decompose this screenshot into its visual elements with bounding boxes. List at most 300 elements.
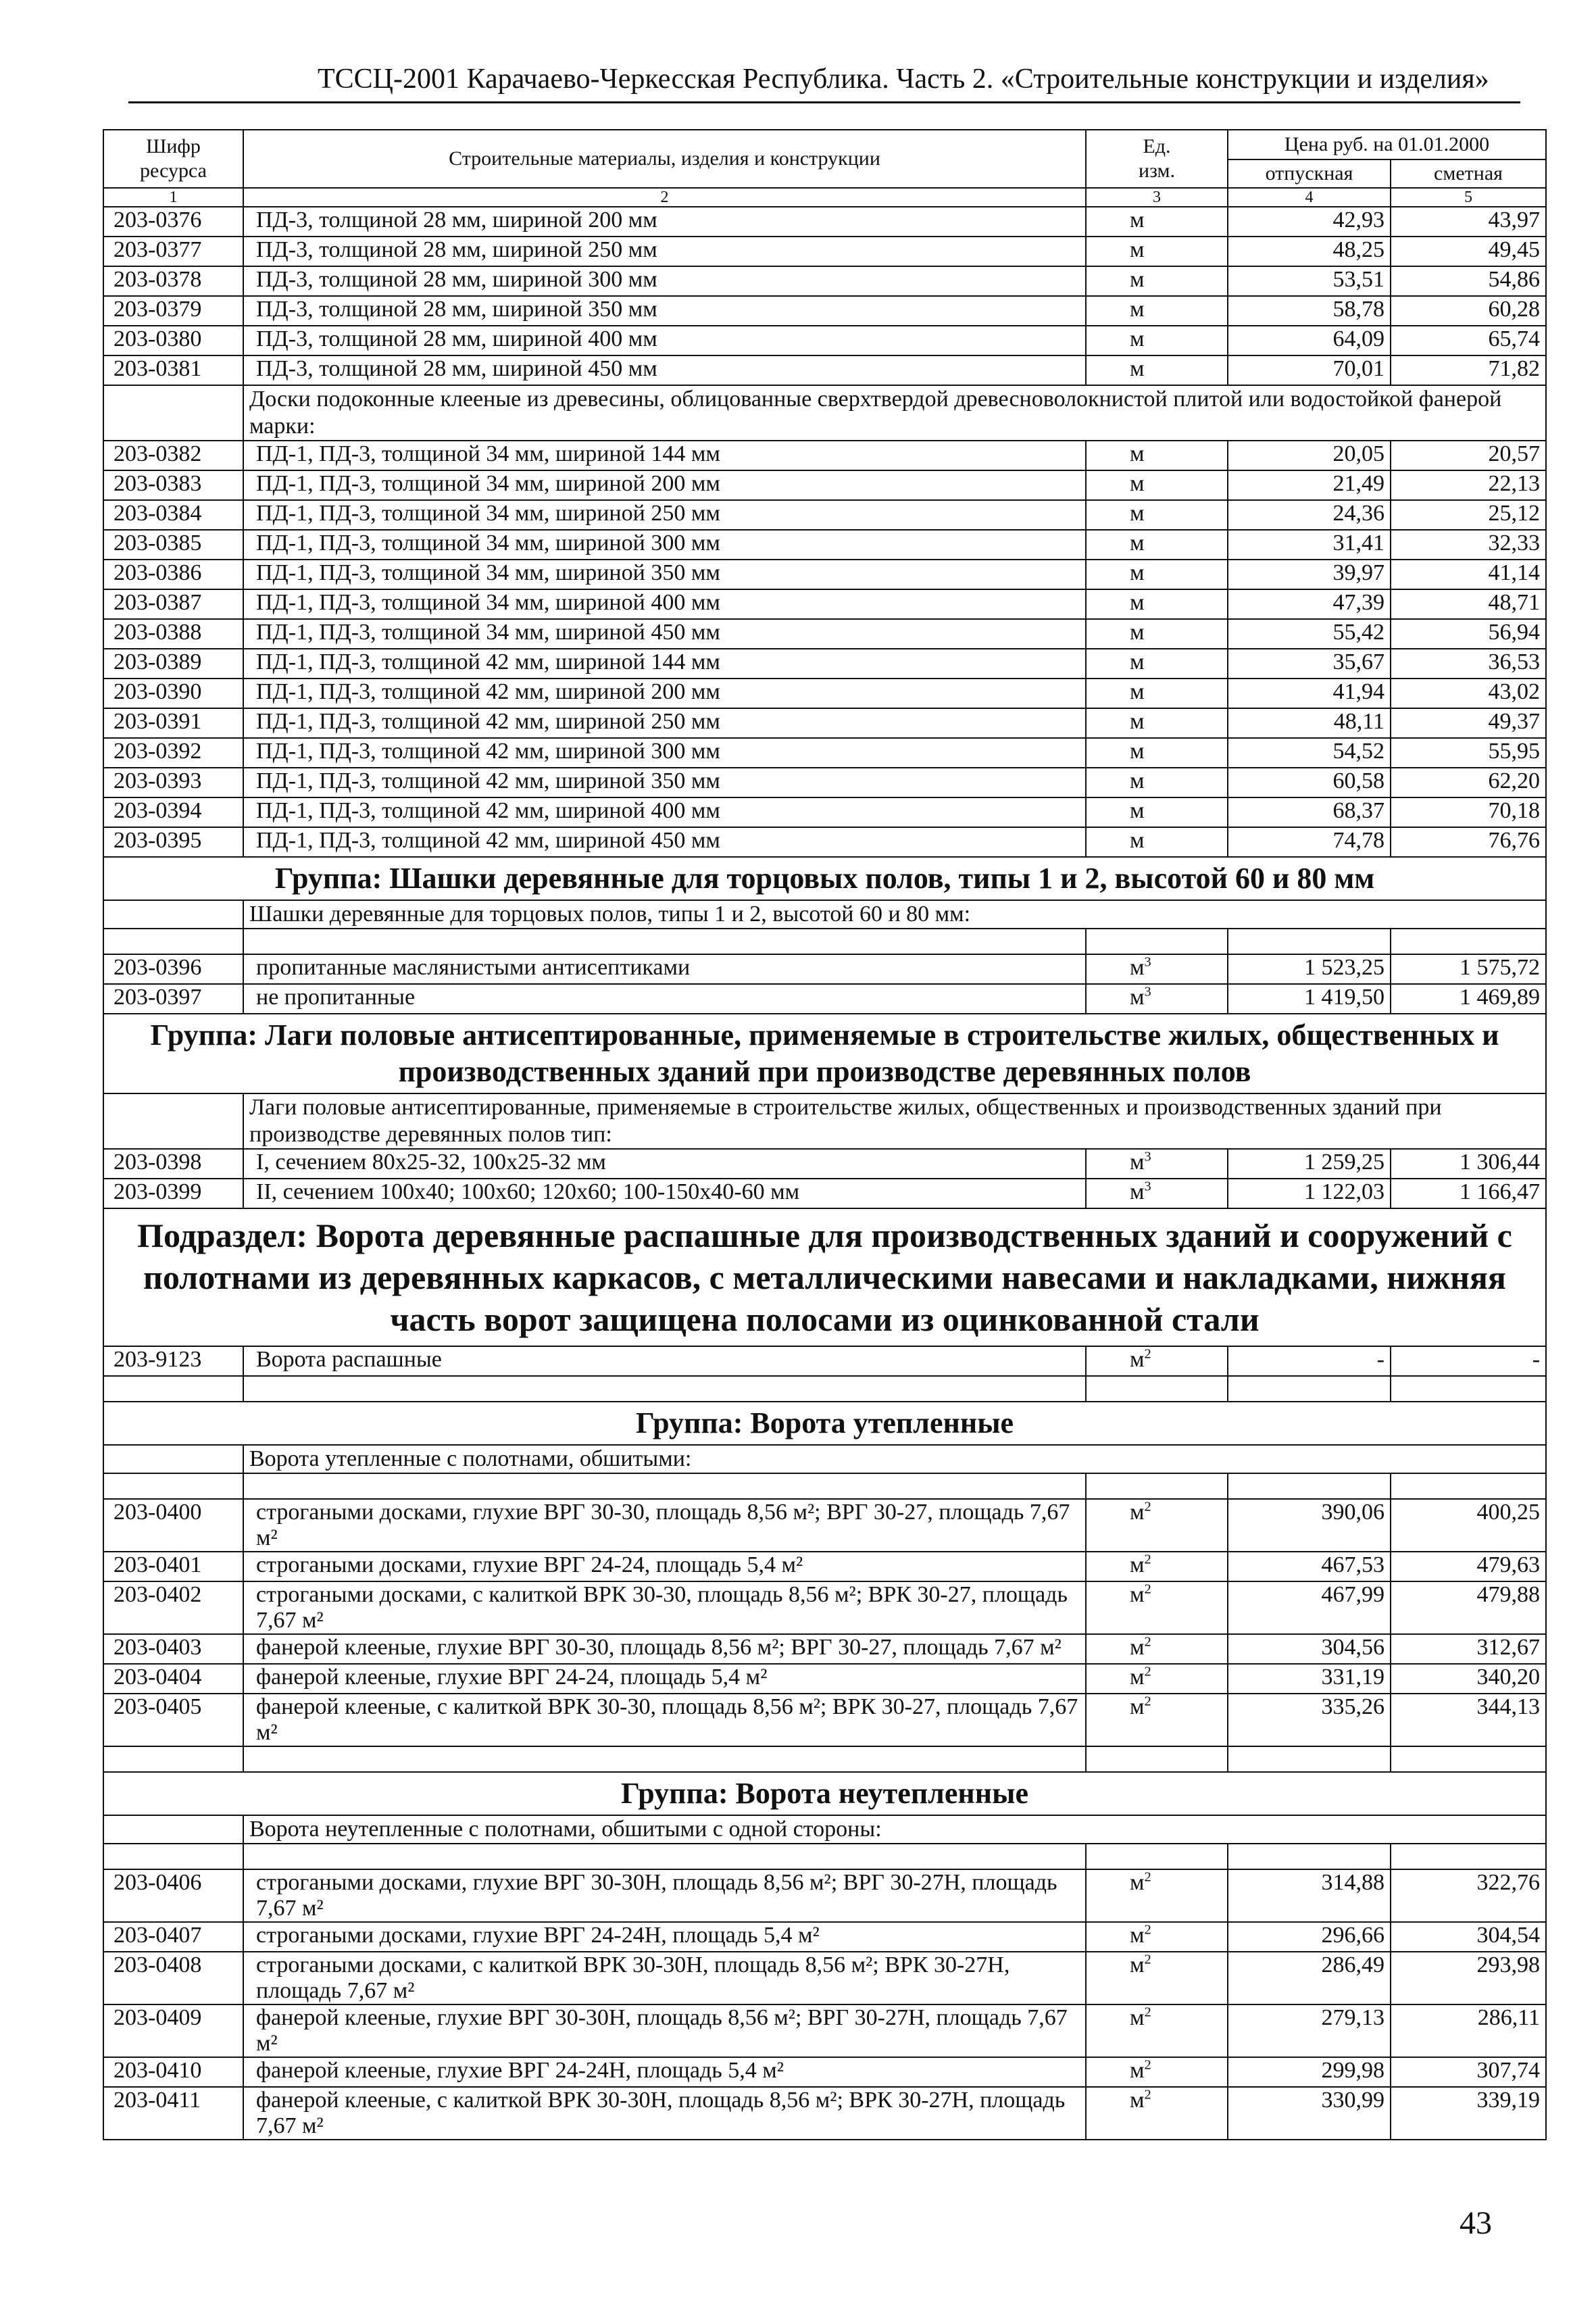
col-code-header-line2: ресурса [140,159,207,182]
unit-exponent: 3 [1144,954,1151,970]
estimate-price: 54,86 [1391,266,1546,296]
unit-cell [1086,470,1228,500]
unit: м [1130,1694,1145,1719]
spacer-cell [243,1376,1086,1402]
unit: м [1130,590,1145,615]
material-name: ПД-1, ПД-3, толщиной 34 мм, шириной 250 мм [243,500,1086,530]
estimate-price: 20,57 [1391,441,1546,470]
table-row [103,1149,1546,1179]
table-row [103,1922,1546,1952]
col-code-header-line1: Шифр [146,135,201,157]
material-name: ПД-3, толщиной 28 мм, шириной 450 мм [243,355,1086,385]
resource-code: 203-0390 [103,679,243,708]
estimate-price: 304,54 [1391,1922,1546,1952]
section-note: Ворота неутепленные с полотнами, обшитыми с одной стороны: [243,1815,1546,1844]
resource-code: 203-0393 [103,768,243,797]
spacer-cell [1391,1746,1546,1772]
unit: м [1130,207,1145,232]
material-name: ПД-3, толщиной 28 мм, шириной 400 мм [243,326,1086,355]
unit: м [1130,798,1145,823]
unit: м [1130,679,1145,704]
unit-cell [1086,207,1228,237]
resource-code: 203-0409 [103,2004,243,2057]
table-row [103,560,1546,589]
resource-code: 203-0399 [103,1179,243,1208]
spacer-cell [1086,1473,1228,1499]
page-number: 43 [1460,2205,1492,2241]
unit-exponent: 2 [1144,2004,1151,2020]
material-name: фанерой клееные, глухие ВРГ 30-30Н, площадь 8,56 м²; ВРГ 30-27Н, площадь 7,67 м² [243,2004,1086,2057]
table-row [103,326,1546,355]
section-note-row [103,1815,1546,1844]
unit-exponent: 2 [1144,2057,1151,2073]
resource-code: 203-0411 [103,2087,243,2140]
resource-code: 203-0380 [103,326,243,355]
spacer-cell [1391,1376,1546,1402]
unit: м [1130,739,1145,764]
group-title-row [103,1772,1546,1815]
resource-code: 203-0391 [103,708,243,738]
table-row [103,441,1546,470]
resource-code: 203-0385 [103,530,243,560]
spacer-cell [243,1844,1086,1869]
release-price: 335,26 [1228,1694,1391,1746]
spacer-row [103,1746,1546,1772]
unit: м [1130,649,1145,674]
table-row [103,797,1546,827]
estimate-price: 43,97 [1391,207,1546,237]
release-price: 68,37 [1228,797,1391,827]
release-price: 331,19 [1228,1664,1391,1694]
section-note-row [103,385,1546,441]
spacer-cell [103,1844,243,1869]
unit: м [1130,471,1145,496]
unit-cell [1086,619,1228,649]
unit: м [1130,356,1145,381]
material-name: ПД-1, ПД-3, толщиной 42 мм, шириной 144 мм [243,649,1086,679]
spacer-cell [1228,929,1391,954]
unit: м [1130,2088,1145,2113]
unit: м [1130,1347,1145,1372]
unit: м [1130,1552,1145,1577]
resource-code: 203-0405 [103,1694,243,1746]
table-row [103,619,1546,649]
unit: м [1130,1635,1145,1660]
table-row [103,827,1546,857]
estimate-price: 286,11 [1391,2004,1546,2057]
unit: м [1130,2005,1145,2030]
material-name: фанерой клееные, глухие ВРГ 30-30, площадь 8,56 м²; ВРГ 30-27, площадь 7,67 м² [243,1634,1086,1664]
note-code-spacer [103,1093,243,1149]
unit-cell [1086,738,1228,768]
group-title: Группа: Ворота неутепленные [103,1772,1546,1815]
release-price: 467,53 [1228,1552,1391,1581]
unit-cell [1086,954,1228,984]
table-row [103,2057,1546,2087]
section-note: Ворота утепленные с полотнами, обшитыми: [243,1445,1546,1473]
resource-code: 203-0410 [103,2057,243,2087]
unit-cell [1086,768,1228,797]
unit: м [1130,828,1145,853]
release-price: 314,88 [1228,1869,1391,1922]
estimate-price: 36,53 [1391,649,1546,679]
release-price: 20,05 [1228,441,1391,470]
unit-exponent: 2 [1144,1694,1151,1709]
col-unit-header-line2: изм. [1139,159,1175,182]
unit-cell [1086,560,1228,589]
estimate-price: 60,28 [1391,296,1546,326]
resource-code: 203-0376 [103,207,243,237]
spacer-cell [243,929,1086,954]
table-row [103,1634,1546,1664]
unit-cell [1086,708,1228,738]
estimate-price: 43,02 [1391,679,1546,708]
resource-code: 203-0398 [103,1149,243,1179]
unit-cell [1086,1694,1228,1746]
unit-cell [1086,530,1228,560]
subsection-title: Подраздел: Ворота деревянные распашные для производственных зданий и сооружений с полотнами из деревянных каркасов, с металлическими навесами и накладками, нижняя часть ворот защищена полосами из оцинкованной стали [103,1208,1546,1346]
unit-cell [1086,1499,1228,1552]
section-note-row [103,1445,1546,1473]
unit: м [1130,985,1145,1010]
estimate-price: 41,14 [1391,560,1546,589]
table-row [103,530,1546,560]
estimate-price: 344,13 [1391,1694,1546,1746]
material-name: ПД-3, толщиной 28 мм, шириной 300 мм [243,266,1086,296]
release-price: 330,99 [1228,2087,1391,2140]
unit-exponent: 2 [1144,1346,1151,1362]
table-row [103,954,1546,984]
release-price: 70,01 [1228,355,1391,385]
group-title-row [103,857,1546,900]
section-note-row [103,900,1546,929]
unit: м [1130,2058,1145,2083]
estimate-price: 25,12 [1391,500,1546,530]
group-title-row [103,1402,1546,1445]
release-price: 279,13 [1228,2004,1391,2057]
table-row [103,1552,1546,1581]
material-name: не пропитанные [243,984,1086,1014]
resource-code: 203-0406 [103,1869,243,1922]
material-name: ПД-3, толщиной 28 мм, шириной 250 мм [243,237,1086,266]
release-price: - [1228,1346,1391,1376]
unit: м [1130,1952,1145,1977]
unit: м [1130,1870,1145,1895]
release-price: 41,94 [1228,679,1391,708]
table-row [103,237,1546,266]
unit-cell [1086,589,1228,619]
material-name: строгаными досками, глухие ВРГ 24-24Н, площадь 5,4 м² [243,1922,1086,1952]
spacer-row [103,1473,1546,1499]
unit: м [1130,1923,1145,1948]
resource-code: 203-9123 [103,1346,243,1376]
material-name: ПД-1, ПД-3, толщиной 42 мм, шириной 400 мм [243,797,1086,827]
estimate-price: 479,63 [1391,1552,1546,1581]
unit-cell [1086,266,1228,296]
table-header-row [103,130,1546,159]
table-row [103,679,1546,708]
estimate-price: - [1391,1346,1546,1376]
estimate-price: 55,95 [1391,738,1546,768]
material-name: II, сечением 100х40; 100х60; 120х60; 100-150х40-60 мм [243,1179,1086,1208]
column-number-row [103,188,1546,207]
material-name: ПД-1, ПД-3, толщиной 34 мм, шириной 400 мм [243,589,1086,619]
release-price: 55,42 [1228,619,1391,649]
estimate-price: 70,18 [1391,797,1546,827]
unit-exponent: 2 [1144,1869,1151,1885]
spacer-cell [1391,1473,1546,1499]
unit: м [1130,620,1145,645]
release-price: 21,49 [1228,470,1391,500]
table-row [103,2087,1546,2140]
material-name: фанерой клееные, с калиткой ВРК 30-30, площадь 8,56 м²; ВРК 30-27, площадь 7,67 м² [243,1694,1086,1746]
table-row [103,1499,1546,1552]
unit: м [1130,768,1145,793]
spacer-cell [1228,1844,1391,1869]
unit-cell [1086,1922,1228,1952]
table-row [103,1346,1546,1376]
estimate-price: 65,74 [1391,326,1546,355]
material-name: строгаными досками, с калиткой ВРК 30-30, площадь 8,56 м²; ВРК 30-27, площадь 7,67 м² [243,1581,1086,1634]
unit: м [1130,955,1145,980]
group-title: Группа: Шашки деревянные для торцовых полов, типы 1 и 2, высотой 60 и 80 мм [103,857,1546,900]
unit: м [1130,1179,1145,1204]
unit-cell [1086,1952,1228,2004]
unit-exponent: 3 [1144,1149,1151,1164]
spacer-cell [103,1746,243,1772]
estimate-price: 48,71 [1391,589,1546,619]
release-price: 48,11 [1228,708,1391,738]
unit-cell [1086,326,1228,355]
column-number: 1 [103,188,243,207]
estimate-price: 340,20 [1391,1664,1546,1694]
unit: м [1130,1150,1145,1175]
release-price: 47,39 [1228,589,1391,619]
table-row [103,2004,1546,2057]
estimate-price: 322,76 [1391,1869,1546,1922]
estimate-price: 49,37 [1391,708,1546,738]
resource-code: 203-0383 [103,470,243,500]
table-row [103,1664,1546,1694]
material-name: строгаными досками, глухие ВРГ 30-30, площадь 8,56 м²; ВРГ 30-27, площадь 7,67 м² [243,1499,1086,1552]
material-name: ПД-1, ПД-3, толщиной 42 мм, шириной 350 мм [243,768,1086,797]
unit-cell [1086,237,1228,266]
resource-code: 203-0401 [103,1552,243,1581]
spacer-row [103,1844,1546,1869]
table-row [103,589,1546,619]
unit-cell [1086,2004,1228,2057]
material-name: строгаными досками, глухие ВРГ 24-24, площадь 5,4 м² [243,1552,1086,1581]
unit: м [1130,501,1145,526]
release-price: 60,58 [1228,768,1391,797]
unit-exponent: 3 [1144,1179,1151,1194]
estimate-price: 1 469,89 [1391,984,1546,1014]
spacer-cell [243,1746,1086,1772]
table-row [103,708,1546,738]
material-name: пропитанные маслянистыми антисептиками [243,954,1086,984]
spacer-cell [1228,1473,1391,1499]
estimate-price: 22,13 [1391,470,1546,500]
section-note-row [103,1093,1546,1149]
resource-code: 203-0379 [103,296,243,326]
material-name: ПД-1, ПД-3, толщиной 42 мм, шириной 200 мм [243,679,1086,708]
material-name: I, сечением 80х25-32, 100х25-32 мм [243,1149,1086,1179]
release-price: 39,97 [1228,560,1391,589]
estimate-price: 307,74 [1391,2057,1546,2087]
col-unit-header [1086,130,1228,188]
resource-code: 203-0387 [103,589,243,619]
table-row [103,1694,1546,1746]
col-unit-header-line1: Ед. [1143,135,1171,157]
col-materials-header: Строительные материалы, изделия и конструкции [243,130,1086,188]
resource-code: 203-0404 [103,1664,243,1694]
section-note: Доски подоконные клееные из древесины, облицованные сверхтвердой древесноволокнистой плитой или водостойкой фанерой марки: [243,385,1546,441]
unit: м [1130,237,1145,262]
spacer-cell [1086,1844,1228,1869]
release-price: 1 122,03 [1228,1179,1391,1208]
section-note: Лаги половые антисептированные, применяемые в строительстве жилых, общественных и производственных зданий при производстве деревянных полов тип: [243,1093,1546,1149]
release-price: 390,06 [1228,1499,1391,1552]
unit-cell [1086,2087,1228,2140]
table-row [103,738,1546,768]
release-price: 35,67 [1228,649,1391,679]
release-price: 54,52 [1228,738,1391,768]
column-number: 2 [243,188,1086,207]
note-code-spacer [103,900,243,929]
table-row [103,1869,1546,1922]
resource-code: 203-0400 [103,1499,243,1552]
material-name: ПД-1, ПД-3, толщиной 34 мм, шириной 144 мм [243,441,1086,470]
unit-cell [1086,1634,1228,1664]
spacer-cell [1391,1844,1546,1869]
unit-exponent: 2 [1144,1922,1151,1938]
unit-cell [1086,441,1228,470]
unit-exponent: 3 [1144,984,1151,1000]
unit: м [1130,531,1145,556]
estimate-price: 312,67 [1391,1634,1546,1664]
group-title: Группа: Лаги половые антисептированные, применяемые в строительстве жилых, общественных и производственных зданий при производстве деревянных полов [103,1014,1546,1093]
material-name: ПД-1, ПД-3, толщиной 34 мм, шириной 200 мм [243,470,1086,500]
material-name: строгаными досками, с калиткой ВРК 30-30Н, площадь 8,56 м²; ВРК 30-27Н, площадь 7,67 м² [243,1952,1086,2004]
col-estimate-price-header: сметная [1391,159,1546,188]
unit-exponent: 2 [1144,2087,1151,2102]
material-name: ПД-1, ПД-3, толщиной 42 мм, шириной 450 мм [243,827,1086,857]
unit-cell [1086,679,1228,708]
table-row [103,207,1546,237]
release-price: 467,99 [1228,1581,1391,1634]
material-name: фанерой клееные, глухие ВРГ 24-24, площадь 5,4 м² [243,1664,1086,1694]
unit-exponent: 2 [1144,1499,1151,1515]
unit: м [1130,441,1145,466]
resource-code: 203-0407 [103,1922,243,1952]
unit-cell [1086,827,1228,857]
spacer-cell [1228,1746,1391,1772]
unit-cell [1086,797,1228,827]
resource-code: 203-0389 [103,649,243,679]
unit-exponent: 2 [1144,1552,1151,1567]
resource-code: 203-0396 [103,954,243,984]
table-row [103,296,1546,326]
note-code-spacer [103,385,243,441]
estimate-price: 71,82 [1391,355,1546,385]
table-row [103,470,1546,500]
unit-exponent: 2 [1144,1664,1151,1679]
page-header: ТССЦ-2001 Карачаево-Черкесская Республика. Часть 2. «Строительные конструкции и изделия» [318,64,1489,95]
material-name: ПД-1, ПД-3, толщиной 42 мм, шириной 300 мм [243,738,1086,768]
spacer-cell [1391,929,1546,954]
price-table [103,129,1547,2140]
unit-cell [1086,1869,1228,1922]
unit: м [1130,1665,1145,1690]
spacer-cell [103,929,243,954]
spacer-cell [1228,1376,1391,1402]
note-code-spacer [103,1815,243,1844]
col-release-price-header: отпускная [1228,159,1391,188]
unit-cell [1086,1552,1228,1581]
table-row [103,355,1546,385]
table-row [103,1581,1546,1634]
unit-cell [1086,1664,1228,1694]
material-name: ПД-1, ПД-3, толщиной 34 мм, шириной 350 мм [243,560,1086,589]
material-name: фанерой клееные, с калиткой ВРК 30-30Н, площадь 8,56 м²; ВРК 30-27Н, площадь 7,67 м² [243,2087,1086,2140]
release-price: 31,41 [1228,530,1391,560]
table-row [103,1952,1546,2004]
unit: м [1130,267,1145,292]
unit: м [1130,1500,1145,1525]
estimate-price: 62,20 [1391,768,1546,797]
resource-code: 203-0403 [103,1634,243,1664]
unit: м [1130,297,1145,322]
resource-code: 203-0386 [103,560,243,589]
unit-exponent: 2 [1144,1581,1151,1597]
unit: м [1130,326,1145,351]
release-price: 299,98 [1228,2057,1391,2087]
estimate-price: 49,45 [1391,237,1546,266]
release-price: 53,51 [1228,266,1391,296]
price-table-body [103,130,1546,2140]
release-price: 296,66 [1228,1922,1391,1952]
release-price: 1 523,25 [1228,954,1391,984]
column-number: 4 [1228,188,1391,207]
resource-code: 203-0395 [103,827,243,857]
unit: м [1130,709,1145,734]
estimate-price: 479,88 [1391,1581,1546,1634]
release-price: 304,56 [1228,1634,1391,1664]
unit-cell [1086,2057,1228,2087]
resource-code: 203-0378 [103,266,243,296]
release-price: 74,78 [1228,827,1391,857]
release-price: 286,49 [1228,1952,1391,2004]
release-price: 1 259,25 [1228,1149,1391,1179]
col-code-header [103,130,243,188]
material-name: ПД-1, ПД-3, толщиной 42 мм, шириной 250 мм [243,708,1086,738]
material-name: ПД-1, ПД-3, толщиной 34 мм, шириной 300 мм [243,530,1086,560]
resource-code: 203-0382 [103,441,243,470]
estimate-price: 293,98 [1391,1952,1546,2004]
table-row [103,984,1546,1014]
spacer-cell [1086,1376,1228,1402]
unit-cell [1086,1581,1228,1634]
resource-code: 203-0408 [103,1952,243,2004]
table-row [103,500,1546,530]
release-price: 48,25 [1228,237,1391,266]
spacer-cell [103,1473,243,1499]
material-name: строгаными досками, глухие ВРГ 30-30Н, площадь 8,56 м²; ВРГ 30-27Н, площадь 7,67 м² [243,1869,1086,1922]
note-code-spacer [103,1445,243,1473]
estimate-price: 1 575,72 [1391,954,1546,984]
group-title: Группа: Ворота утепленные [103,1402,1546,1445]
release-price: 42,93 [1228,207,1391,237]
